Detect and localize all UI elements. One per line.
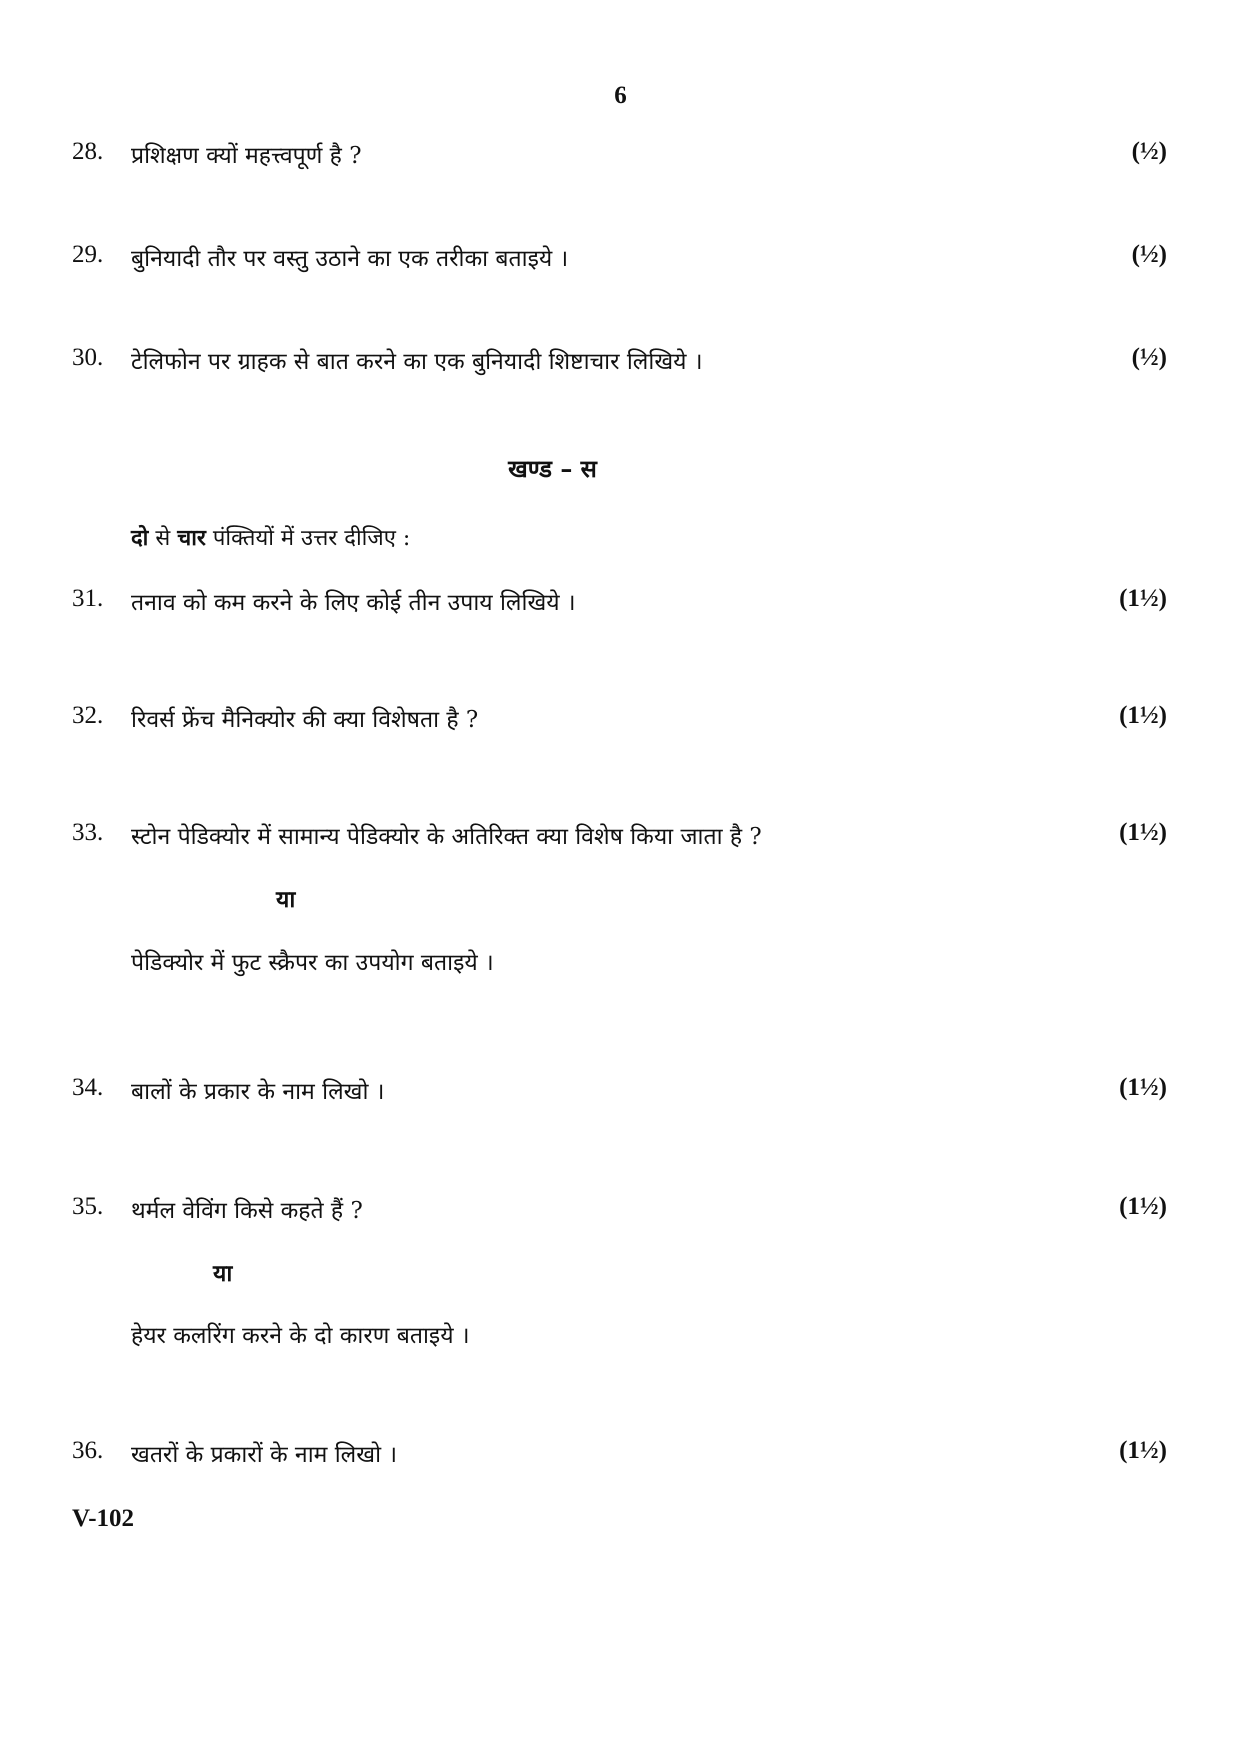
question-text: टेलिफोन पर ग्राहक से बात करने का एक बुनियादी शिष्टाचार लिखिये ।: [131, 349, 703, 375]
instruction-rest: पंक्तियों में उत्तर दीजिए :: [205, 526, 411, 551]
question-text: बालों के प्रकार के नाम लिखो ।: [131, 1079, 385, 1105]
question-number: 29.: [72, 241, 104, 268]
alternative-question-text: हेयर कलरिंग करने के दो कारण बताइये ।: [131, 1323, 470, 1349]
question-text: रिवर्स फ्रेंच मैनिक्योर की क्या विशेषता है ?: [131, 707, 479, 733]
or-label: या: [213, 1260, 233, 1287]
question-text: थर्मल वेविंग किसे कहते हैं ?: [131, 1198, 363, 1224]
question-number: 35.: [72, 1193, 104, 1220]
question-marks: (1½): [1119, 1437, 1167, 1464]
paper-code: V-102: [72, 1505, 135, 1532]
instruction-bold-four: चार: [177, 525, 206, 551]
section-instruction: [131, 522, 410, 552]
question-marks: (½): [1131, 138, 1167, 165]
question-number: 36.: [72, 1437, 104, 1464]
question-marks: (1½): [1119, 702, 1167, 729]
question-marks: (½): [1131, 241, 1167, 268]
question-text: स्टोन पेडिक्योर में सामान्य पेडिक्योर के अतिरिक्त क्या विशेष किया जाता है ?: [131, 824, 762, 850]
question-number: 34.: [72, 1074, 104, 1101]
question-text: प्रशिक्षण क्यों महत्त्वपूर्ण है ?: [131, 143, 362, 169]
question-number: 33.: [72, 819, 104, 846]
question-number: 30.: [72, 344, 104, 371]
or-label: या: [276, 886, 296, 913]
question-marks: (½): [1131, 344, 1167, 371]
question-text: तनाव को कम करने के लिए कोई तीन उपाय लिखिये ।: [131, 590, 576, 616]
question-marks: (1½): [1119, 1193, 1167, 1220]
page-number: 6: [614, 82, 627, 109]
question-text: खतरों के प्रकारों के नाम लिखो ।: [131, 1442, 398, 1468]
question-number: 28.: [72, 138, 104, 165]
alternative-question-text: पेडिक्योर में फुट स्क्रैपर का उपयोग बताइये ।: [131, 950, 494, 976]
question-number: 31.: [72, 585, 104, 612]
section-title: खण्ड – स: [508, 454, 597, 483]
question-marks: (1½): [1119, 585, 1167, 612]
question-marks: (1½): [1119, 1074, 1167, 1101]
question-number: 32.: [72, 702, 104, 729]
question-text: बुनियादी तौर पर वस्तु उठाने का एक तरीका बताइये ।: [131, 246, 569, 272]
instruction-bold-two: दो: [131, 525, 149, 551]
instruction-mid: से: [148, 526, 178, 551]
question-marks: (1½): [1119, 819, 1167, 846]
